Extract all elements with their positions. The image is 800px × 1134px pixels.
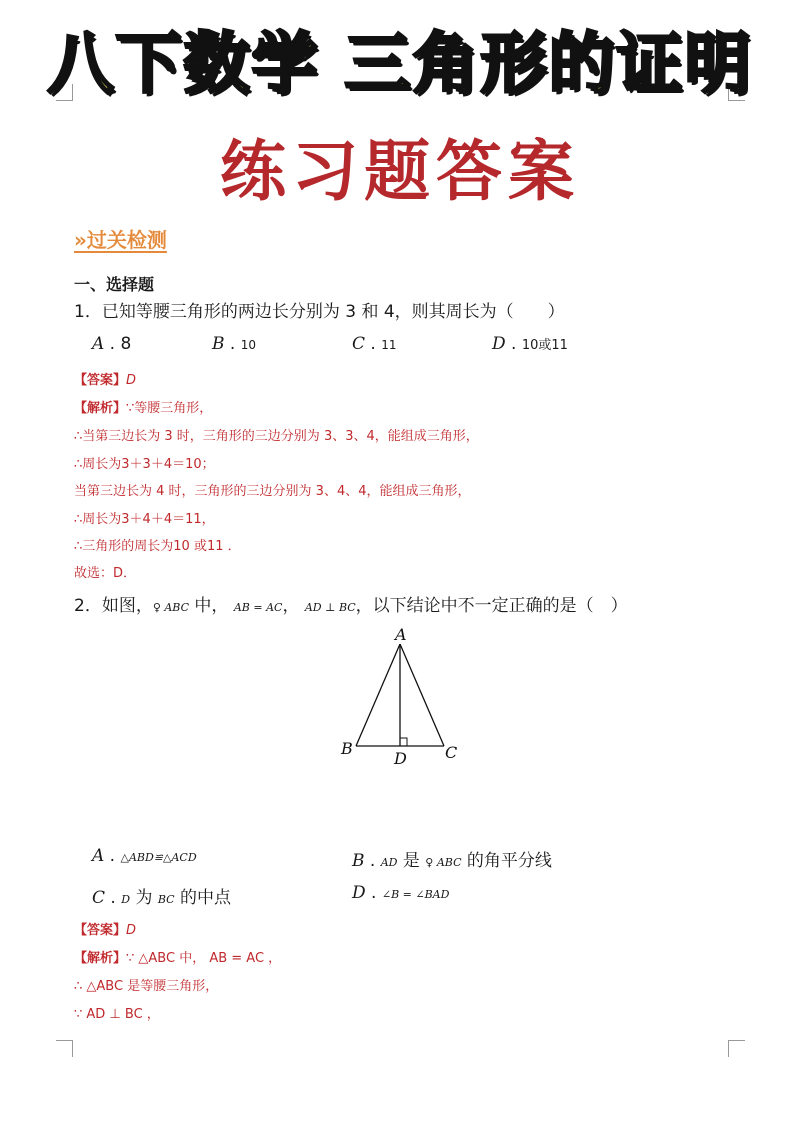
part-heading: 一、选择题 (74, 275, 155, 294)
q1-analysis-line-0 (74, 397, 212, 416)
option-text-4: 的中点 (174, 888, 231, 908)
option-text-1: D (121, 893, 131, 906)
option-letter: A (92, 846, 105, 866)
vertex-label-c: C (445, 743, 458, 762)
crop-mark-bottom-right (728, 1040, 745, 1057)
stem-sep: ， (282, 596, 300, 616)
stem-triangle: ♀ ABC (152, 601, 190, 614)
q2-option-a: A . △ABD≌△ACD (92, 846, 197, 866)
option-text: 11 (381, 338, 397, 352)
answer-label: 【答案】 (74, 923, 127, 938)
analysis-label: 【解析】 (74, 951, 127, 966)
q1-option-c: C . 11 (352, 334, 397, 354)
option-letter: B (352, 851, 365, 871)
q1-analysis-line-4: ∴周长为3＋4＋4＝11， (74, 512, 215, 527)
q2-analysis-line-1: ∴ △ABC 是等腰三角形， (74, 979, 219, 994)
side-ab (356, 644, 400, 746)
q2-option-b: B . AD 是 ♀ ABC 的角平分线 (352, 851, 552, 871)
vertex-label-a: A (395, 625, 407, 644)
option-letter: C (92, 888, 106, 908)
q1-analysis-line-5: ∴三角形的周长为10 或11 ． (74, 539, 241, 554)
answer-label: 【答案】 (74, 373, 127, 388)
q2-answer (74, 919, 136, 938)
q1-answer (74, 369, 136, 388)
q2-analysis-line-0 (74, 947, 281, 966)
q1-option-b: B . 10 (212, 334, 256, 354)
q2-analysis-line-2: ∵ AD ⊥ BC ， (74, 1007, 160, 1022)
q1-option-d: D . 10或11 (492, 334, 568, 354)
analysis-text: ∵ △ABC 中， AB = AC ， (126, 951, 282, 966)
stem-equality: AB = AC (233, 601, 283, 614)
option-text-3: BC (157, 893, 175, 906)
page-title: 八下数学 三角形的证明 (47, 25, 753, 102)
q1-analysis-line-2: ∴周长为3＋3＋4＝10； (74, 457, 215, 472)
option-letter: A (92, 334, 105, 354)
q1-analysis-line-3: 当第三边长为 4 时，三角形的三边分别为 3、4、4，能组成三角形， (74, 484, 471, 499)
q2-option-d: D . ∠B = ∠BAD (352, 883, 450, 903)
option-text: 8 (120, 334, 132, 354)
right-angle-mark (400, 738, 407, 746)
answer-value: D (126, 373, 137, 388)
option-text-2: 是 (397, 851, 426, 871)
option-letter: B (212, 334, 225, 354)
option-text: 10或11 (521, 338, 568, 353)
q1-analysis-line-1: ∴当第三边长为 3 时，三角形的三边分别为 3、3、4，能组成三角形， (74, 429, 479, 444)
option-text: 10 (240, 338, 256, 352)
option-text: △ABD≌△ACD (120, 851, 197, 864)
answer-value: D (126, 923, 137, 938)
question-1-stem: 1．已知等腰三角形的两边长分别为 3 和 4，则其周长为（ ） (74, 302, 565, 322)
side-ac (400, 644, 444, 746)
option-text-3: ♀ ABC (425, 856, 462, 869)
question-2-stem (74, 591, 628, 616)
q1-option-a: A . 8 (92, 334, 132, 354)
q1-analysis-line-6: 故选：D． (74, 566, 137, 581)
option-letter: D (492, 334, 506, 354)
triangle-figure (330, 620, 470, 770)
page-subtitle: 练习题答案 (220, 133, 580, 210)
stem-suffix: ，以下结论中不一定正确的是（ ） (355, 596, 628, 616)
vertex-label-b: B (341, 739, 353, 758)
q2-option-c: C . D 为 BC 的中点 (92, 888, 231, 908)
analysis-label: 【解析】 (74, 401, 127, 416)
stem-mid: 中， (189, 596, 229, 616)
option-letter: D (352, 883, 366, 903)
stem-perpendicular: AD ⊥ BC (304, 601, 356, 614)
option-text-4: 的角平分线 (461, 851, 552, 871)
section-label: »过关检测 (74, 228, 167, 252)
option-text: ∠B = ∠BAD (381, 888, 450, 901)
option-text-1: AD (380, 856, 398, 869)
option-letter: C (352, 334, 366, 354)
vertex-label-d: D (394, 749, 407, 768)
crop-mark-bottom-left (56, 1040, 73, 1057)
stem-prefix: 2．如图， (74, 596, 153, 616)
option-text-2: 为 (130, 888, 158, 908)
analysis-text: ∵等腰三角形， (126, 401, 213, 416)
